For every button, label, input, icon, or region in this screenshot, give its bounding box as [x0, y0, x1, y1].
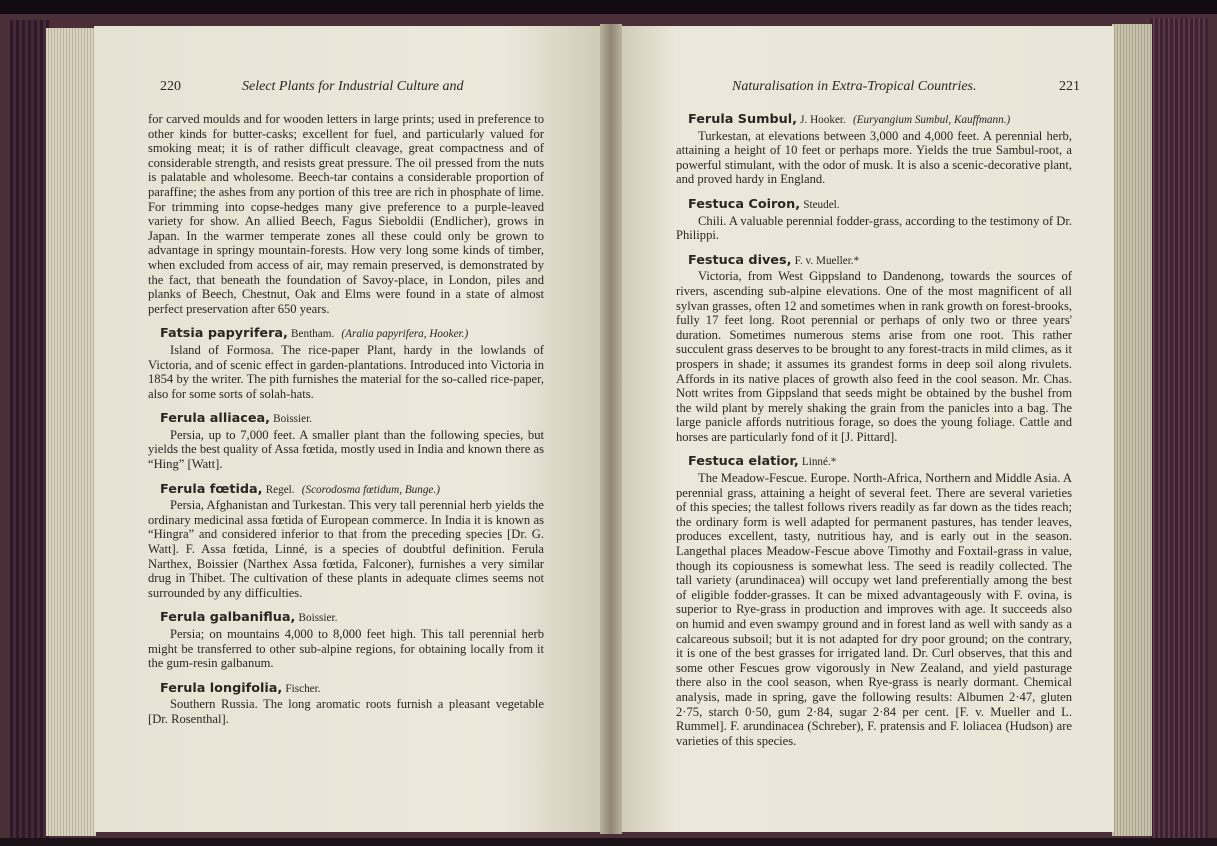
entry-description: Persia, Afghanistan and Turkestan. This very tall perennial herb yields the ordinary medicinal assa fœtida of European commerce. In India it is known as “Hingra” and considered inferior to that from the preceding species [Dr. G. Watt]. F. Assa fœtida, Linné, is a species of doubtful definition. Ferula Narthex, Boissier (Narthex Assa fœtida, Falconer), furnishes a very similar drug in Thibet. The cultivation of these plants in adequate climes seems not surrounded by any difficulties. [148, 498, 544, 600]
continued-paragraph: for carved moulds and for wooden letters in large prints; used in preference to other kinds for butter-casks; excellent for fuel, and particularly valued for smoking meat; it is of rather difficult cleavage, great compactness and of considerable strength, and resists great pressure. The oil pressed from the nuts is palatable and wholesome. Beech-tar contains a considerable proportion of paraffine; the ashes from any portion of this tree are rich in phosphate of lime. For trimming into copse-hedges many give preference to a purple-leaved variety for show. An allied Beech, Fagus Sieboldii (Endlicher), grows in Japan. In the warmer temperate zones all these could only be grown to advantage in springy mountain-forests. How very long some kinds of timber, when excluded from access of air, may remain preserved, is demonstrated by the fact, that beneath the foundation of Savoy-place, in London, piles and planks of Beech, Chestnut, Oak and Elms were found in a state of almost perfect preservation after 650 years. [148, 112, 544, 316]
plant-entry [676, 112, 1072, 187]
entry-description: Southern Russia. The long aromatic roots furnish a pleasant vegetable [Dr. Rosenthal]. [148, 697, 544, 726]
left-cover-edge [10, 20, 50, 842]
species-name: Festuca dives, [688, 252, 792, 268]
species-name: Ferula fœtida, [160, 481, 263, 497]
species-author: Fischer. [285, 682, 321, 695]
entry-description: Island of Formosa. The rice-paper Plant, hardy in the lowlands of Victoria, and of scenic effect in garden-plantations. Introduced into Victoria in 1854 by the writer. The pith furnishes the material for the so-called rice-paper, also for some sorts of solah-hats. [148, 342, 544, 401]
plant-entry [148, 326, 544, 401]
running-title: Naturalisation in Extra-Tropical Countries. [732, 79, 977, 94]
plant-entry [148, 411, 544, 471]
left-page-text [148, 80, 544, 737]
right-cover-edge [1150, 18, 1208, 842]
entry-description: Turkestan, at elevations between 3,000 and 4,000 feet. A perennial herb, attaining a height of 10 feet or perhaps more. Yields the true Sambul-root, a powerful stimulant, with the odor of musk. It is also a scenic-decorative plant, and proved hardy in England. [676, 128, 1072, 187]
entry-heading [688, 112, 1072, 128]
page-number: 220 [160, 79, 181, 94]
species-author: Linné.* [801, 456, 837, 469]
species-author: Bentham. [291, 328, 335, 341]
entry-heading [160, 681, 544, 697]
entry-heading [688, 454, 1072, 470]
species-author: J. Hooker. [800, 114, 846, 126]
entry-description: Chili. A valuable perennial fodder-grass, according to the testimony of Dr. Philippi. [676, 213, 1072, 243]
bottom-shadow [0, 838, 1217, 846]
entry-heading [160, 411, 544, 427]
entry-description: Persia, up to 7,000 feet. A smaller plant than the following species, but yields the best quality of Assa fœtida, mostly used in India and known there as “Hing” [Watt]. [148, 427, 544, 472]
species-author: Steudel. [803, 198, 840, 211]
entry-heading [688, 253, 1072, 269]
entry-heading [160, 482, 544, 498]
plant-entry [148, 482, 544, 601]
species-name: Festuca elatior, [688, 454, 799, 470]
species-name: Festuca Coiron, [688, 196, 801, 212]
synonym: (Aralia papyrifera, Hooker.) [341, 328, 469, 341]
species-name: Ferula Sumbul, [688, 112, 797, 127]
running-title: Select Plants for Industrial Culture and [242, 79, 464, 94]
top-shadow [0, 0, 1217, 14]
left-running-head [148, 80, 544, 104]
species-name: Ferula alliacea, [160, 411, 270, 427]
synonym: (Euryangium Sumbul, Kauffmann.) [852, 114, 1011, 126]
entry-heading [688, 197, 1072, 213]
plant-entry [676, 197, 1072, 243]
species-author: Regel. [265, 483, 295, 496]
left-page-edges [46, 28, 96, 836]
plant-entry [148, 681, 544, 727]
plant-entry [676, 454, 1072, 748]
entry-description: Victoria, from West Gippsland to Dandenong, towards the sources of rivers, ascending sub-alpine elevations. One of the most magnificent of all sylvan grasses, often 12 and sometimes when in rank growth on forest-brooks, fully 17 feet long. Root perennial or perhaps of only two or three years' duration. Sometimes numerous stems arise from one root. This rather succulent grass deserves to be brought to any forest-tracts in mild climes, as it prospers in shade; it assumes its grandest forms in deep soil along rivulets. Affords in its native places of growth also feed in the cool season. Mr. Chas. Nott writes from Gippsland that seeds might be obtained by the bushel from the wild plant by merely shaking the grain from the panicles into a bag. The large panicle affords nutritious forage, so does the young foliage. Cattle and horses are particularly fond of it [J. Pittard]. [676, 269, 1072, 444]
species-name: Ferula galbaniflua, [160, 610, 296, 626]
species-author: Boissier. [273, 413, 313, 426]
entry-description: The Meadow-Fescue. Europe. North-Africa, Northern and Middle Asia. A perennial grass, attaining a height of several feet. There are several varieties of this species; the tallest follows rivers readily as far down as the tides reach; the ordinary form is well adapted for permanent pastures, has tender leaves, produces excellent, tasty, nutritious hay, and is early out in the season. Langethal places Meadow-Fescue above Timothy and Foxtail-grass in value, though its copiousness is somewhat less. The seed is readily collected. The tall variety (arundinacea) will occupy wet land preferentially among the best of eligible fodder-grasses. It can be mixed advantageously with F. ovina, is superior to Rye-grass in production and improves with age. It succeeds also on humid and even swampy ground and in forest land as well with sandy as a calcareous subsoil; but it is not adapted for dry poor ground; on the contrary, it is one of the best grasses for irrigated land. Dr. Curl observes, that this and some other Fescues grow vigorously in New Zealand, and yield pasturage there also in the cool season, when Rye-grass is nearly dormant. Chemical analysis, made in spring, gave the following results: Albumen 2·47, gluten 2·75, starch 0·50, gum 2·84, sugar 2·84 per cent. [F. v. Mueller and L. Rummel]. F. arundinacea (Schreber), F. pratensis and F. loliacea (Hudson) are varieties of this species. [676, 471, 1072, 748]
right-running-head [676, 79, 1080, 104]
species-author: F. v. Mueller.* [794, 254, 860, 267]
entry-description: Persia; on mountains 4,000 to 8,000 feet high. This tall perennial herb might be transferred to other sub-alpine regions, for obtaining locally from it the gum-resin galbanum. [148, 627, 544, 671]
right-page-text [676, 79, 1080, 758]
species-name: Ferula longifolia, [160, 680, 283, 696]
entry-heading [160, 610, 544, 626]
species-author: Boissier. [298, 612, 338, 625]
plant-entry [148, 610, 544, 670]
page-number: 221 [1059, 79, 1080, 94]
entry-heading [160, 326, 544, 342]
synonym: (Scorodosma fœtidum, Bunge.) [301, 483, 440, 496]
right-page-edges [1112, 24, 1152, 836]
book-gutter [600, 24, 622, 834]
species-name: Fatsia papyrifera, [160, 326, 288, 342]
plant-entry [676, 253, 1072, 445]
